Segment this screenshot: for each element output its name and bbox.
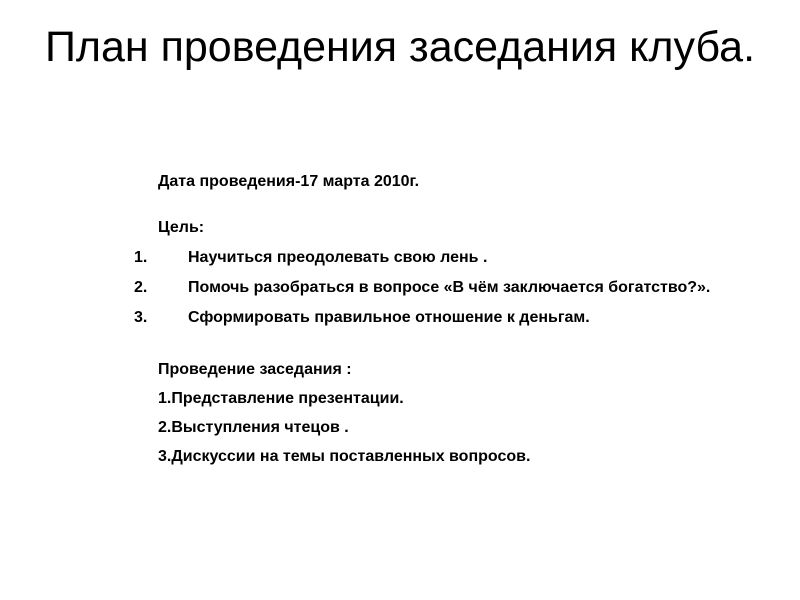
slide-body (134, 170, 758, 474)
goal-item (134, 276, 748, 300)
meeting-date: Дата проведения-17 марта 2010г. (158, 173, 420, 190)
plan-item: 1.Представление презентации. (158, 390, 404, 407)
goal-item-text: Помочь разобраться в вопросе «В чём заключается богатство?». (188, 279, 711, 296)
plan-item: 2.Выступления чтецов . (158, 419, 349, 436)
goal-item-number: 2. (134, 279, 148, 296)
plan-item: 3.Дискуссии на темы поставленных вопросов. (158, 448, 531, 465)
plan-label: Проведение заседания : (158, 361, 352, 378)
goal-item (134, 306, 748, 330)
goal-item-number: 3. (134, 309, 148, 326)
goal-list (134, 246, 758, 330)
goal-item (134, 246, 748, 270)
goal-label: Цель: (158, 219, 205, 236)
goal-item-number: 1. (134, 249, 148, 266)
section-spacer (158, 330, 758, 358)
goal-item-text: Сформировать правильное отношение к деньгам. (188, 309, 590, 326)
goal-item-text: Научиться преодолевать свою лень . (188, 249, 488, 266)
slide-title: План проведения заседания клуба. (44, 23, 756, 71)
